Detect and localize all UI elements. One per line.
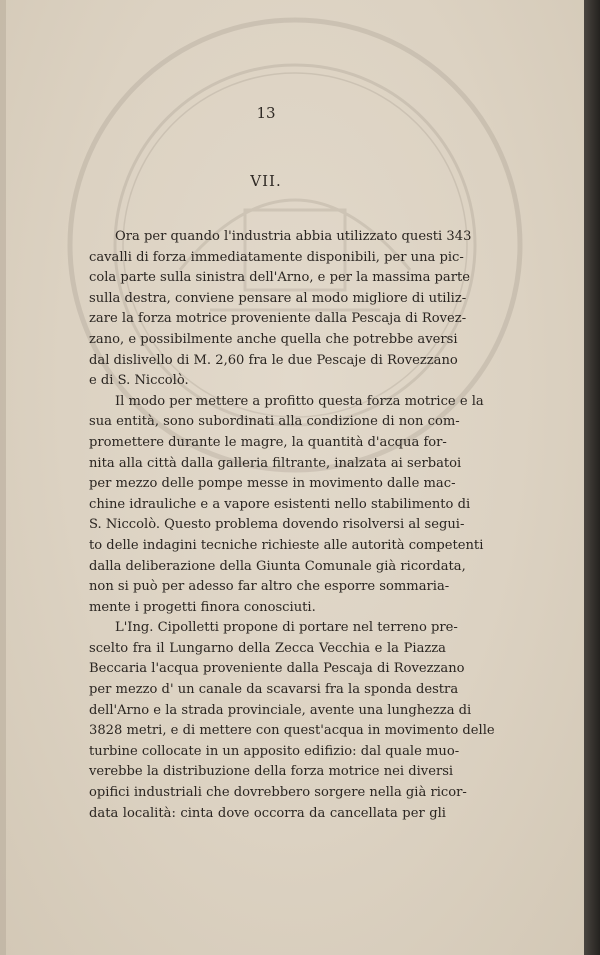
text-line: data località: cinta dove occorra da cancellata per gli [89, 805, 446, 821]
text-line: Ora per quando l'industria abbia utilizzato questi 343 [115, 229, 472, 244]
text-line: zano, e possibilmente anche quella che potrebbe aversi [89, 331, 458, 347]
text-line: Beccaria l'acqua proveniente dalla Pescaja di Rovezzano [89, 661, 465, 677]
text-line: dalla deliberazione della Giunta Comunale già ricordata, [89, 558, 466, 574]
text-line: scelto fra il Lungarno della Zecca Vecchia e la Piazza [89, 640, 446, 656]
text-line: L'Ing. Cipolletti propone di portare nel terreno pre- [115, 620, 458, 636]
text-line: Il modo per mettere a profitto questa forza motrice e la [115, 393, 484, 409]
text-line: to delle indagini tecniche richieste alle autorità competenti [89, 537, 484, 553]
text-line: cola parte sulla sinistra dell'Arno, e per la massima parte [89, 270, 470, 286]
text-line: S. Niccolò. Questo problema dovendo risolversi al segui- [89, 517, 465, 533]
text-line: 3828 metri, e di mettere con quest'acqua in movimento delle [89, 723, 495, 739]
text-line: verebbe la distribuzione della forza motrice nei diversi [89, 764, 454, 780]
body-text [89, 227, 495, 824]
text-line: sua entità, sono subordinati alla condizione di non com- [89, 414, 460, 430]
text-line: e di S. Niccolò. [89, 373, 189, 389]
text-line: opifici industriali che dovrebbero sorgere nella già ricor- [89, 785, 467, 801]
text-line: sulla destra, conviene pensare al modo migliore di utiliz- [89, 290, 467, 306]
text-line: cavalli di forza immediatamente disponibili, per una pic- [89, 249, 464, 265]
page-edge-shadow [584, 0, 600, 955]
text-line: per mezzo d' un canale da scavarsi fra la sponda destra [89, 682, 459, 698]
text-line: turbine collocate in un apposito edifizio: dal quale muo- [89, 743, 460, 759]
text-line: nita alla città dalla galleria filtrante, inalzata ai serbatoi [89, 455, 462, 471]
text-line: non si può per adesso far altro che esporre sommaria- [89, 579, 450, 595]
chapter-heading: VII. [250, 172, 282, 190]
text-line: per mezzo delle pompe messe in movimento dalle mac- [89, 476, 456, 492]
page-gutter [0, 0, 6, 955]
text-line: mente i progetti finora conosciuti. [89, 599, 316, 615]
text-line: promettere durante le magre, la quantità d'acqua for- [89, 434, 447, 450]
text-line: dal dislivello di M. 2,60 fra le due Pescaje di Rovezzano [89, 352, 458, 368]
text-line: dell'Arno e la strada provinciale, avente una lunghezza di [89, 702, 472, 718]
text-line: chine idrauliche e a vapore esistenti nello stabilimento di [89, 496, 471, 512]
text-line: zare la forza motrice proveniente dalla Pescaja di Rovez- [89, 311, 467, 327]
page-number: 13 [256, 104, 276, 122]
